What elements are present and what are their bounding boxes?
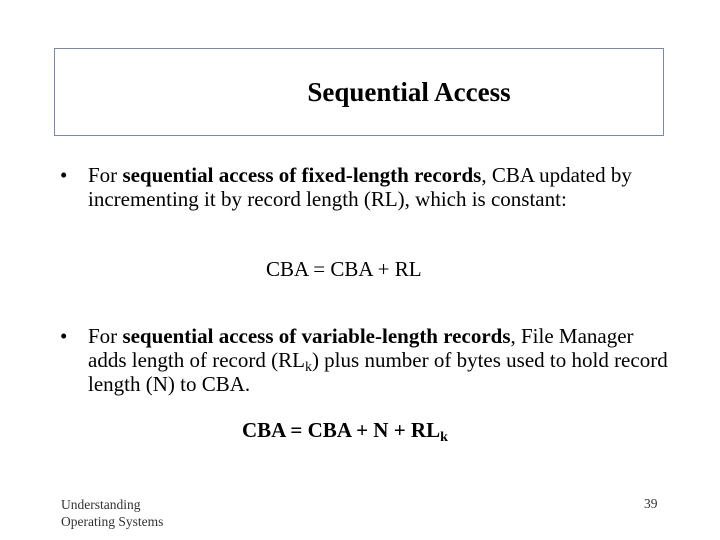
subscript-k: k <box>304 360 312 375</box>
footer-line-2: Operating Systems <box>61 514 164 529</box>
formula-fixed-length: CBA = CBA + RL <box>266 257 422 281</box>
bullet-marker: • <box>60 163 68 187</box>
slide-title: Sequential Access <box>307 76 511 107</box>
bullet-text-bold: sequential access of fixed-length records <box>122 163 482 187</box>
footer-line-1: Understanding <box>61 497 141 512</box>
bullet-text-bold: sequential access of variable-length records <box>122 324 511 348</box>
formula-main: CBA = CBA + N + RL <box>242 418 441 442</box>
title-box <box>54 48 664 136</box>
formula-subscript-k: k <box>440 430 448 445</box>
bullet-text <box>88 163 668 211</box>
page-number: 39 <box>644 496 658 511</box>
bullet-text-post: , File Manager adds length of record (RL <box>88 324 634 372</box>
formula-variable-length <box>242 418 448 445</box>
bullet-text <box>88 324 668 396</box>
bullet-text-post: , CBA updated by incrementing it by record length (RL), which is constant: <box>88 163 632 211</box>
footer-book-title <box>61 496 163 530</box>
bullet-text-post-end: ) plus number of bytes used to hold record length (N) to CBA. <box>88 348 668 396</box>
bullet-text-pre: For <box>88 324 123 348</box>
bullet-text-pre: For <box>88 163 123 187</box>
bullet-marker: • <box>60 324 68 348</box>
